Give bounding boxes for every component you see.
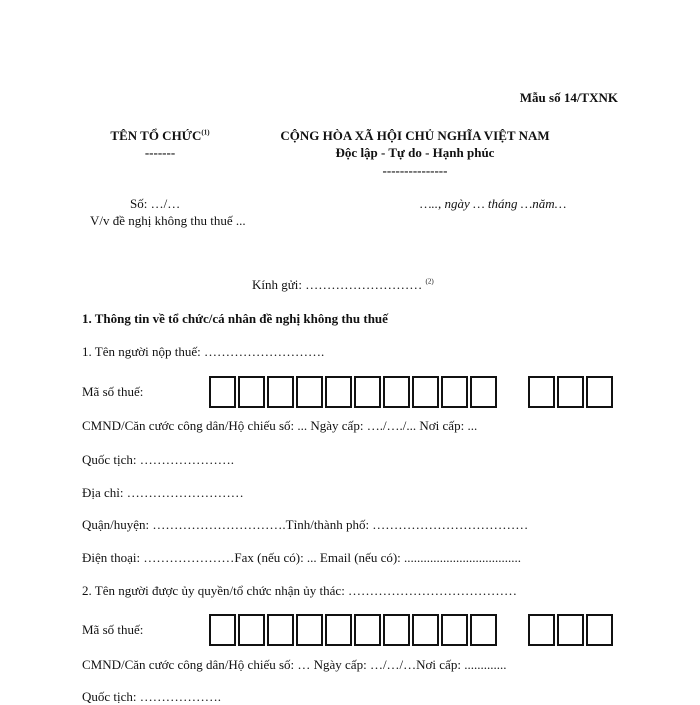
tax-code-digit-box[interactable] <box>354 614 381 646</box>
tax-code-label-2: Mã số thuế: <box>82 622 144 637</box>
id-document-field-2[interactable]: CMND/Căn cước công dân/Hộ chiếu số: … Ngày cấp: …/…/…Nơi cấp: ............. <box>82 657 507 672</box>
tax-code-branch-box[interactable] <box>557 376 584 408</box>
organization-name <box>90 128 230 144</box>
tax-code-branch-box[interactable] <box>586 614 613 646</box>
tax-code-digit-box[interactable] <box>296 614 323 646</box>
nation-divider: --------------- <box>382 163 448 178</box>
tax-code-digit-box[interactable] <box>441 614 468 646</box>
tax-code-digit-box[interactable] <box>412 614 439 646</box>
nationality-field-2[interactable]: Quốc tịch: ………………. <box>82 689 222 704</box>
nation-motto: Độc lập - Tự do - Hạnh phúc <box>335 145 495 160</box>
address-field[interactable]: Địa chỉ: ……………………… <box>82 485 244 500</box>
tax-code-digit-box[interactable] <box>383 614 410 646</box>
document-number: Số: …/… <box>130 196 181 211</box>
tax-code-digit-box[interactable] <box>354 376 381 408</box>
organization-name-text: TÊN TỔ CHỨC <box>110 128 202 143</box>
tax-code-digit-box[interactable] <box>267 614 294 646</box>
form-code: Mẫu số 14/TXNK <box>519 90 618 105</box>
tax-code-digit-box[interactable] <box>470 376 497 408</box>
tax-code-digit-box[interactable] <box>238 614 265 646</box>
tax-code-digit-box[interactable] <box>441 376 468 408</box>
id-document-field[interactable]: CMND/Căn cước công dân/Hộ chiếu số: ... Ngày cấp: …./…./... Nơi cấp: ... <box>82 418 478 433</box>
nationality-field[interactable]: Quốc tịch: …………………. <box>82 452 235 467</box>
tax-code-digit-box[interactable] <box>238 376 265 408</box>
document-subject: V/v đề nghị không thu thuế ... <box>90 213 246 228</box>
organization-name-note: (1) <box>201 128 210 137</box>
tax-code-digit-box[interactable] <box>296 376 323 408</box>
tax-code-branch-box[interactable] <box>557 614 584 646</box>
organization-divider: ------- <box>144 145 176 160</box>
tax-code-digit-box[interactable] <box>267 376 294 408</box>
recipient-label: Kính gửi: ……………………… <box>252 277 423 292</box>
tax-code-digit-box[interactable] <box>325 376 352 408</box>
recipient-line <box>252 277 434 293</box>
contact-field[interactable]: Điện thoại: …………………Fax (nếu có): ... Email (nếu có): .................................... <box>82 550 522 565</box>
taxpayer-name-field[interactable]: 1. Tên người nộp thuế: ………………………. <box>82 344 325 359</box>
tax-code-digit-box[interactable] <box>209 376 236 408</box>
tax-code-digit-box[interactable] <box>412 376 439 408</box>
tax-code-branch-box[interactable] <box>586 376 613 408</box>
tax-code-digit-box[interactable] <box>209 614 236 646</box>
section-1-title: 1. Thông tin về tổ chức/cá nhân đề nghị không thu thuế <box>82 311 388 326</box>
tax-code-branch-box[interactable] <box>528 376 555 408</box>
district-province-field[interactable]: Quận/huyện: ………………………….Tỉnh/thành phố: ……………………………… <box>82 517 529 532</box>
tax-code-digit-box[interactable] <box>470 614 497 646</box>
tax-code-label: Mã số thuế: <box>82 384 144 399</box>
date-line: ….., ngày … tháng …năm… <box>420 196 567 211</box>
tax-code-branch-box[interactable] <box>528 614 555 646</box>
nation-title: CỘNG HÒA XÃ HỘI CHỦ NGHĨA VIỆT NAM <box>280 128 550 143</box>
tax-code-digit-box[interactable] <box>383 376 410 408</box>
recipient-note: (2) <box>425 277 434 286</box>
tax-code-digit-box[interactable] <box>325 614 352 646</box>
authorized-person-field[interactable]: 2. Tên người được ủy quyền/tổ chức nhận ủy thác: ………………………………… <box>82 583 518 598</box>
